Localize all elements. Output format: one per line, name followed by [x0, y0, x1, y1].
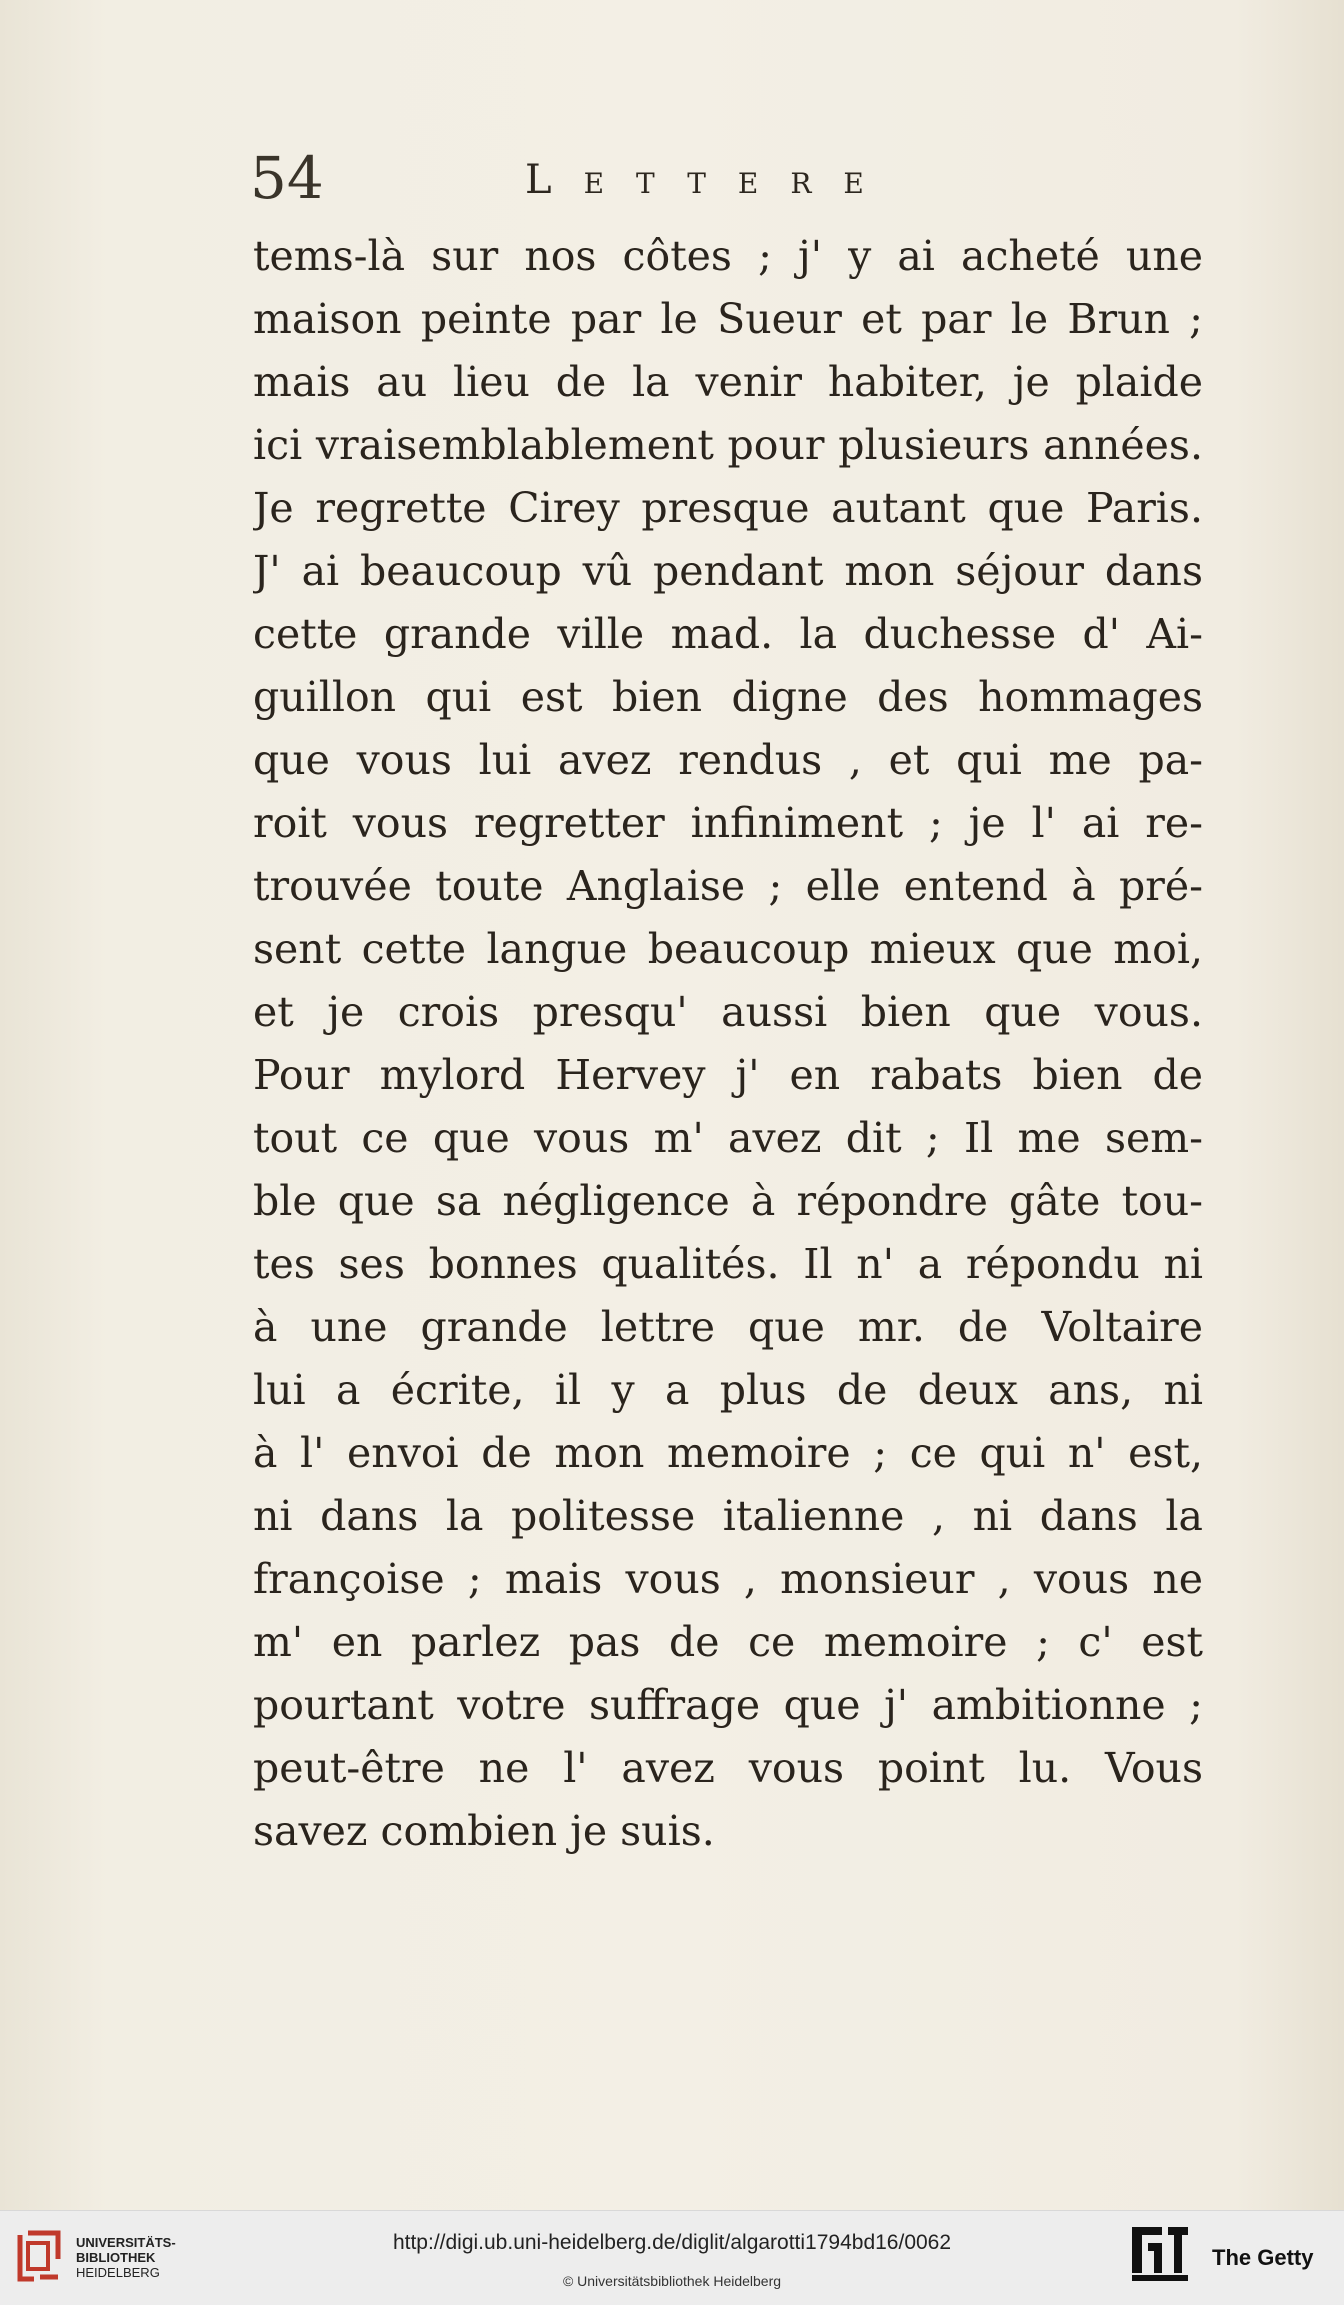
text-line: maison peinte par le Sueur et par le Brun ; — [253, 295, 1203, 343]
getty-icon — [1130, 2223, 1190, 2285]
text-line: lui a écrite, il y a plus de deux ans, ni — [253, 1366, 1203, 1414]
text-line: Pour mylord Hervey j' en rabats bien de — [253, 1051, 1203, 1099]
text-line: à une grande lettre que mr. de Voltaire — [253, 1303, 1203, 1351]
text-line: tout ce que vous m' avez dit ; Il me sem- — [253, 1114, 1203, 1162]
text-line: m' en parlez pas de ce memoire ; c' est — [253, 1618, 1203, 1666]
text-line: J' ai beaucoup vû pendant mon séjour dans — [253, 547, 1203, 595]
text-line: ici vraisemblablement pour plusieurs années. — [253, 421, 1203, 469]
text-line: tems-là sur nos côtes ; j' y ai acheté une — [253, 232, 1203, 280]
text-line: sent cette langue beaucoup mieux que moi, — [253, 925, 1203, 973]
text-line: mais au lieu de la venir habiter, je plaide — [253, 358, 1203, 406]
getty-logo[interactable] — [1130, 2223, 1330, 2293]
library-name-line-3: HEIDELBERG — [76, 2265, 160, 2280]
text-line: à l' envoi de mon memoire ; ce qui n' est, — [253, 1429, 1203, 1477]
text-line: ble que sa négligence à répondre gâte tou- — [253, 1177, 1203, 1225]
library-name-line-1: UNIVERSITÄTS- — [76, 2235, 176, 2250]
page-header — [250, 144, 1210, 212]
viewer-footer — [0, 2210, 1344, 2305]
partner-name: The Getty — [1212, 2245, 1314, 2270]
text-line: Je regrette Cirey presque autant que Paris. — [253, 484, 1203, 532]
text-line: que vous lui avez rendus , et qui me pa- — [253, 736, 1203, 784]
running-head: Lettere — [525, 157, 896, 203]
page-number: 54 — [250, 144, 324, 212]
text-line: françoise ; mais vous , monsieur , vous ne — [253, 1555, 1203, 1603]
text-line: cette grande ville mad. la duchesse d' Ai- — [253, 610, 1203, 658]
text-line: pourtant votre suffrage que j' ambitionne ; — [253, 1681, 1203, 1729]
library-name-line-2: BIBLIOTHEK — [76, 2250, 156, 2265]
text-line: ni dans la politesse italienne , ni dans la — [253, 1492, 1203, 1540]
text-line: guillon qui est bien digne des hommages — [253, 673, 1203, 721]
body-text — [253, 225, 1203, 1863]
copyright-notice: © Universitätsbibliothek Heidelberg — [562, 2273, 782, 2289]
text-line: savez combien je suis. — [253, 1807, 715, 1855]
text-line: tes ses bonnes qualités. Il n' a répondu ni — [253, 1240, 1203, 1288]
text-line: roit vous regretter infiniment ; je l' ai re- — [253, 799, 1203, 847]
text-line: trouvée toute Anglaise ; elle entend à pré- — [253, 862, 1203, 910]
text-line: et je crois presqu' aussi bien que vous. — [253, 988, 1203, 1036]
permalink-url[interactable]: http://digi.ub.uni-heidelberg.de/diglit/algarotti1794bd16/0062 — [392, 2231, 952, 2254]
text-line: peut-être ne l' avez vous point lu. Vous — [253, 1744, 1203, 1792]
